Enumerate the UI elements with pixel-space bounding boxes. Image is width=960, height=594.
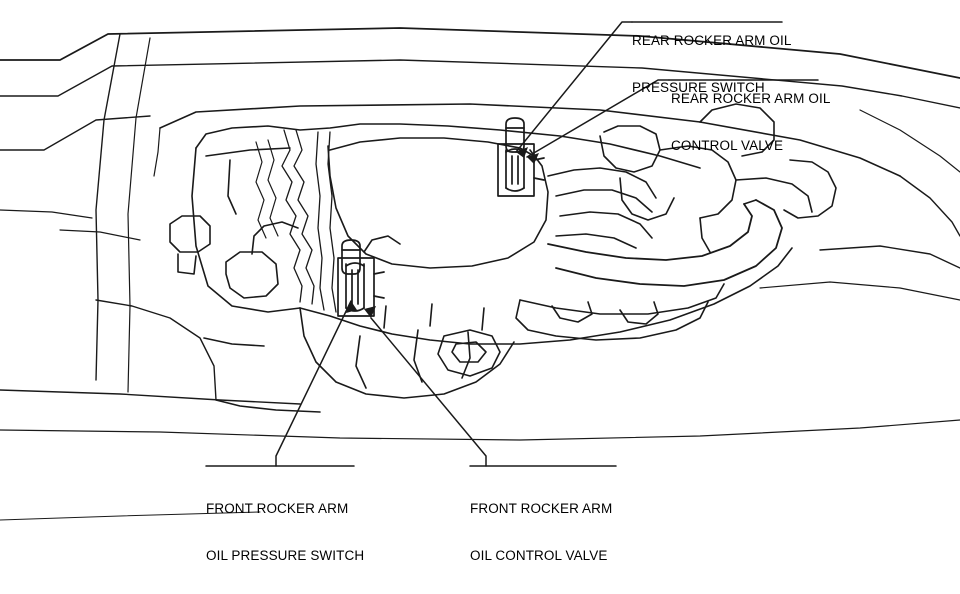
callout-line-1: FRONT ROCKER ARM xyxy=(206,501,349,516)
callout-rear-rocker-arm-oil-control-valve xyxy=(671,60,830,184)
leader-rear-pressure-switch xyxy=(516,22,632,152)
callout-line-2: CONTROL VALVE xyxy=(671,137,784,153)
callout-line-2: OIL CONTROL VALVE xyxy=(470,547,608,563)
callout-line-1: FRONT ROCKER ARM xyxy=(470,501,613,516)
callout-line-2: OIL PRESSURE SWITCH xyxy=(206,547,365,563)
callout-line-1: REAR ROCKER ARM OIL xyxy=(632,33,792,48)
callout-line-2: PRESSURE SWITCH xyxy=(632,79,765,95)
callout-front-rocker-arm-oil-control-valve xyxy=(470,470,612,594)
callout-line-1: REAR ROCKER ARM OIL xyxy=(671,91,831,106)
callout-front-rocker-arm-oil-pressure-switch xyxy=(206,470,364,594)
